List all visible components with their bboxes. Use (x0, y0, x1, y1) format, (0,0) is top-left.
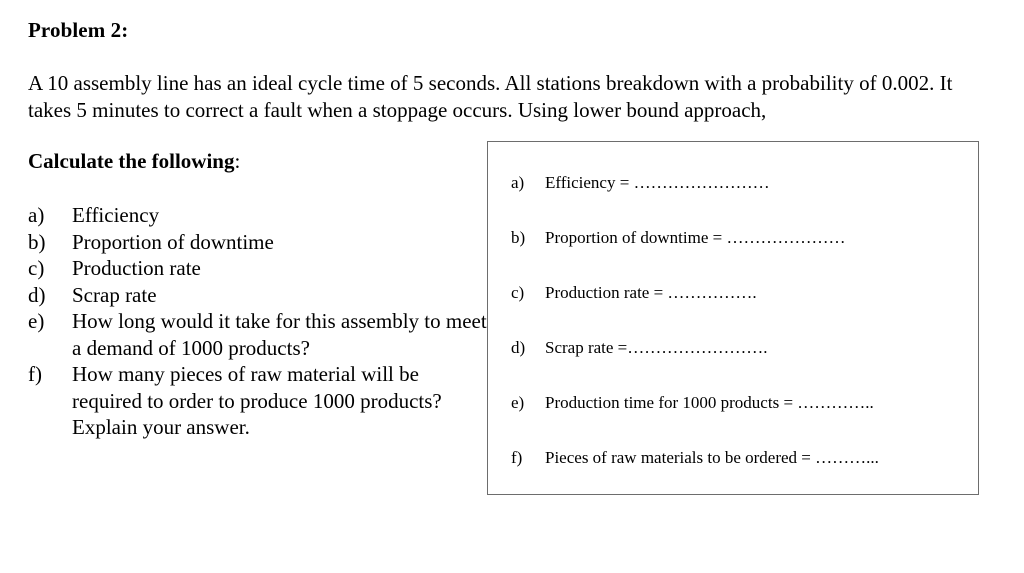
answer-marker: e) (511, 393, 525, 412)
answer-marker: c) (511, 283, 525, 302)
question-text: How many pieces of raw material will be required to order to produce 1000 products? Explain your answer. (72, 362, 442, 439)
question-e (28, 308, 488, 361)
calculate-heading-colon: : (234, 149, 241, 173)
answer-marker: f) (511, 448, 523, 467)
answer-field-production-rate: Production rate = ……………. (545, 283, 757, 302)
answer-row-e (511, 393, 874, 413)
question-b (28, 229, 488, 256)
question-text: How long would it take for this assembly to meet a demand of 1000 products? (72, 309, 487, 360)
answer-field-raw-materials: Pieces of raw materials to be ordered = ………... (545, 448, 879, 467)
calculate-heading (28, 149, 240, 174)
question-marker: e) (28, 309, 45, 333)
answer-box (487, 141, 979, 495)
question-marker: a) (28, 203, 45, 227)
question-marker: c) (28, 256, 45, 280)
answer-field-scrap-rate: Scrap rate =……………………. (545, 338, 768, 357)
answer-row-f (511, 448, 879, 468)
answer-marker: d) (511, 338, 526, 357)
question-c (28, 255, 488, 282)
answer-marker: b) (511, 228, 526, 247)
problem-title: Problem 2: (28, 18, 129, 42)
question-text: Scrap rate (72, 282, 157, 307)
question-d (28, 282, 488, 309)
question-f (28, 361, 488, 441)
calculate-heading-text: Calculate the following (28, 149, 235, 173)
question-a (28, 202, 488, 229)
answer-row-c (511, 283, 757, 303)
question-marker: b) (28, 229, 46, 254)
answer-field-production-time: Production time for 1000 products = ………….. (545, 393, 874, 412)
answer-row-b (511, 228, 845, 248)
answer-marker: a) (511, 173, 525, 192)
answer-row-d (511, 338, 768, 358)
question-text: Proportion of downtime (72, 229, 274, 254)
question-text: Efficiency (72, 203, 160, 227)
problem-statement: A 10 assembly line has an ideal cycle time of 5 seconds. All stations breakdown with a probability of 0.002. It takes 5 minutes to correct a fault when a stoppage occurs. Using lower bound approach, (28, 71, 953, 122)
question-list (28, 202, 488, 441)
answer-field-downtime: Proportion of downtime = ………………… (545, 228, 846, 247)
question-marker: f) (28, 362, 42, 386)
answer-field-efficiency: Efficiency = …………………… (545, 173, 770, 192)
answer-row-a (511, 173, 770, 193)
question-text: Production rate (72, 256, 201, 280)
question-marker: d) (28, 282, 46, 307)
